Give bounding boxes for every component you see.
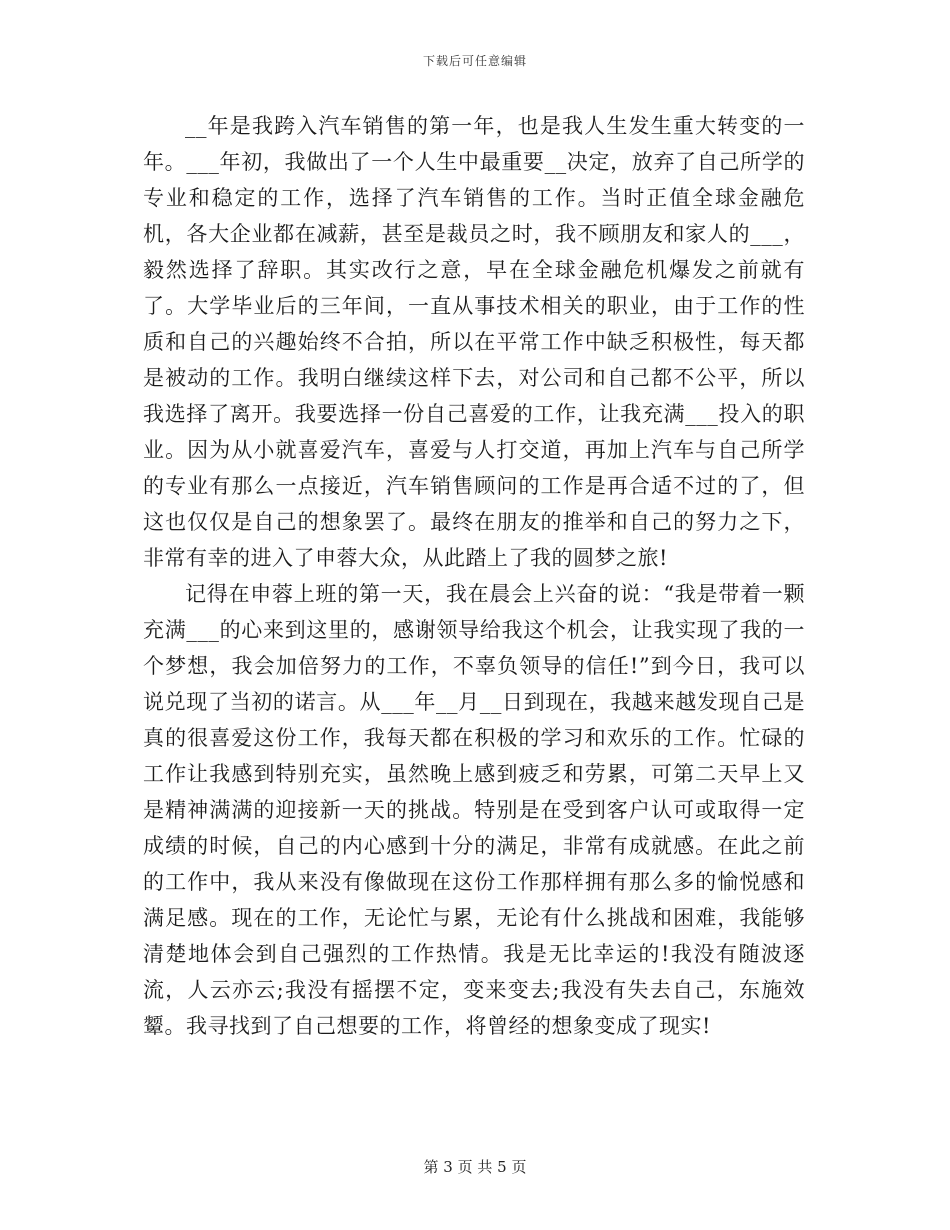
page-number-footer: 第 3 页 共 5 页 bbox=[423, 1158, 527, 1176]
paragraph-2: 记得在申蓉上班的第一天，我在晨会上兴奋的说：“我是带着一颗充满___的心来到这里的，感谢领导给我这个机会，让我实现了我的一个梦想，我会加倍努力的工作，不辜负领导的信任!”到今日，我可以说兑现了当初的诺言。从___年__月__日到现在，我越来越发现自己是真的很喜爱这份工作，我每天都在积极的学习和欢乐的工作。忙碌的工作让我感到特别充实，虽然晚上感到疲乏和劳累，可第二天早上又是精神满满的迎接新一天的挑战。特别是在受到客户认可或取得一定成绩的时候，自己的内心感到十分的满足，非常有成就感。在此之前的工作中，我从来没有像做现在这份工作那样拥有那么多的愉悦感和满足感。现在的工作，无论忙与累，无论有什么挑战和困难，我能够清楚地体会到自己强烈的工作热情。我是无比幸运的!我没有随波逐流，人云亦云;我没有摇摆不定，变来变去;我没有失去自己，东施效颦。我寻找到了自己想要的工作，将曾经的想象变成了现实! bbox=[143, 582, 805, 1038]
document-body bbox=[143, 108, 805, 1044]
page-header-note: 下载后可任意编辑 bbox=[422, 54, 527, 68]
paragraph-1: __年是我跨入汽车销售的第一年，也是我人生发生重大转变的一年。___年初，我做出了一个人生中最重要__决定，放弃了自己所学的专业和稳定的工作，选择了汽车销售的工作。当时正值全球金融危机，各大企业都在减薪，甚至是裁员之时，我不顾朋友和家人的___，毅然选择了辞职。其实改行之意，早在全球金融危机爆发之前就有了。大学毕业后的三年间，一直从事技术相关的职业，由于工作的性质和自己的兴趣始终不合拍，所以在平常工作中缺乏积极性，每天都是被动的工作。我明白继续这样下去，对公司和自己都不公平，所以我选择了离开。我要选择一份自己喜爱的工作，让我充满___投入的职业。因为从小就喜爱汽车，喜爱与人打交道，再加上汽车与自己所学的专业有那么一点接近，汽车销售顾问的工作是再合适不过的了，但这也仅仅是自己的想象罢了。最终在朋友的推举和自己的努力之下，非常有幸的进入了申蓉大众，从此踏上了我的圆梦之旅! bbox=[143, 114, 805, 570]
